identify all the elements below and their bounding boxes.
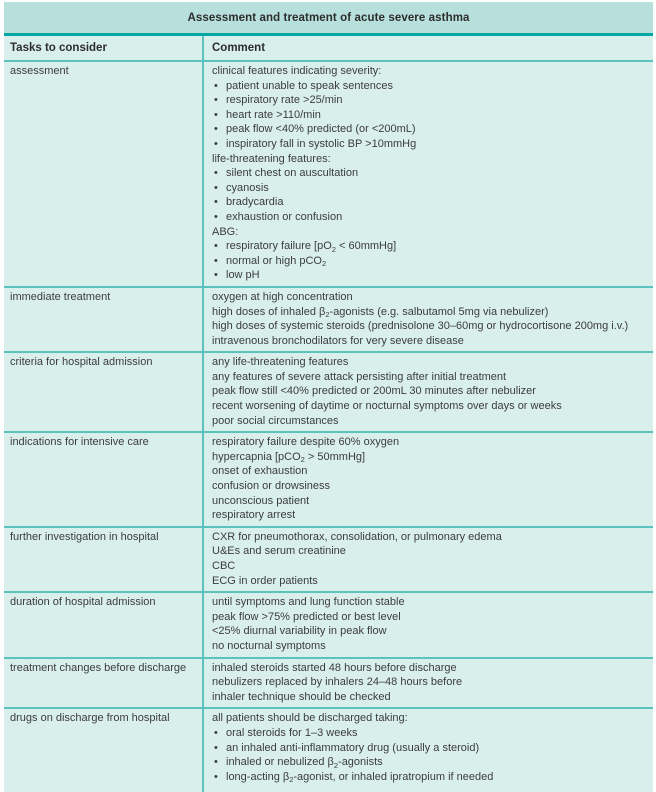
bullet-line bbox=[212, 166, 649, 181]
table-row bbox=[4, 431, 653, 526]
task-cell: treatment changes before discharge bbox=[4, 659, 204, 708]
bullet-text: cyanosis bbox=[226, 181, 269, 194]
bullet-text: patient unable to speak sentences bbox=[226, 79, 393, 92]
bullet-line bbox=[212, 195, 649, 210]
bullet-icon: • bbox=[214, 108, 218, 121]
table-title-bar bbox=[4, 2, 653, 33]
comment-line: CXR for pneumothorax, consolidation, or pulmonary edema bbox=[212, 530, 502, 543]
bullet-line bbox=[212, 726, 649, 741]
bullet-line bbox=[212, 254, 649, 269]
comment-line: inhaler technique should be checked bbox=[212, 690, 391, 703]
comment-line: ABG: bbox=[212, 225, 239, 238]
bullet-text: long-acting $\beta_2$-agonist, or inhaled ipratropium if needed bbox=[226, 770, 494, 785]
bullet-icon: • bbox=[214, 94, 218, 107]
table-row bbox=[4, 591, 653, 656]
bullet-text: oral steroids for 1–3 weeks bbox=[226, 726, 358, 739]
bullet-text: bradycardia bbox=[226, 196, 284, 209]
comment-line: any features of severe attack persisting after initial treatment bbox=[212, 370, 507, 383]
comment-cell bbox=[204, 709, 653, 792]
table-row bbox=[4, 526, 653, 591]
comment-cell bbox=[204, 659, 653, 708]
bullet-line bbox=[212, 181, 649, 196]
bullet-icon: • bbox=[214, 254, 218, 267]
asthma-table bbox=[4, 2, 653, 792]
bullet-icon: • bbox=[214, 741, 218, 754]
bullet-line bbox=[212, 741, 649, 756]
bullet-line bbox=[212, 268, 649, 283]
task-cell: drugs on discharge from hospital bbox=[4, 709, 204, 792]
bullet-icon: • bbox=[214, 726, 218, 739]
bullet-icon: • bbox=[214, 210, 218, 223]
bullet-line bbox=[212, 770, 649, 785]
comment-line: peak flow >75% predicted or best level bbox=[212, 610, 401, 623]
bullet-icon: • bbox=[214, 137, 218, 150]
bullet-line bbox=[212, 210, 649, 225]
bullet-icon: • bbox=[214, 756, 218, 769]
bullet-text: low pH bbox=[226, 269, 260, 282]
task-cell: immediate treatment bbox=[4, 288, 204, 351]
bullet-text: respiratory rate >25/min bbox=[226, 94, 343, 107]
comment-line: until symptoms and lung function stable bbox=[212, 596, 405, 609]
column-header-tasks: Tasks to consider bbox=[4, 36, 204, 60]
bullet-icon: • bbox=[214, 269, 218, 282]
comment-line: high doses of systemic steroids (prednisolone 30–60mg or hydrocortisone 200mg i.v.) bbox=[212, 320, 629, 333]
comment-line: ECG in order patients bbox=[212, 574, 318, 587]
comment-line: recent worsening of daytime or nocturnal symptoms over days or weeks bbox=[212, 400, 562, 413]
comment-cell bbox=[204, 528, 653, 591]
comment-line: unconscious patient bbox=[212, 494, 310, 507]
comment-line: confusion or drowsiness bbox=[212, 480, 331, 493]
bullet-text: heart rate >110/min bbox=[226, 108, 321, 121]
bullet-icon: • bbox=[214, 770, 218, 783]
task-cell: duration of hospital admission bbox=[4, 593, 204, 656]
comment-cell bbox=[204, 353, 653, 431]
task-cell: criteria for hospital admission bbox=[4, 353, 204, 431]
bullet-icon: • bbox=[214, 167, 218, 180]
bullet-line bbox=[212, 108, 649, 123]
table-title: Assessment and treatment of acute severe asthma bbox=[187, 11, 470, 24]
bullet-line bbox=[212, 239, 649, 254]
task-cell: assessment bbox=[4, 62, 204, 286]
bullet-line bbox=[212, 122, 649, 137]
comment-line: life-threatening features: bbox=[212, 152, 331, 165]
comment-line: hypercapnia [pCO$_2$ > 50mmHg] bbox=[212, 450, 366, 465]
comment-line: inhaled steroids started 48 hours before discharge bbox=[212, 661, 457, 674]
comment-line: <25% diurnal variability in peak flow bbox=[212, 625, 387, 638]
bullet-icon: • bbox=[214, 181, 218, 194]
bullet-text: inspiratory fall in systolic BP >10mmHg bbox=[226, 137, 417, 150]
table-body bbox=[4, 60, 653, 792]
comment-line: oxygen at high concentration bbox=[212, 290, 353, 303]
bullet-line bbox=[212, 93, 649, 108]
comment-line: high doses of inhaled $\beta_2$-agonists (e.g. salbutamol 5mg via nebulizer) bbox=[212, 305, 549, 319]
comment-cell bbox=[204, 288, 653, 351]
bullet-icon: • bbox=[214, 196, 218, 209]
comment-line: clinical features indicating severity: bbox=[212, 65, 382, 77]
bullet-text: normal or high pCO$_2$ bbox=[226, 254, 327, 269]
comment-line: nebulizers replaced by inhalers 24–48 hours before bbox=[212, 676, 463, 689]
bullet-line bbox=[212, 137, 649, 152]
table-row bbox=[4, 286, 653, 351]
comment-line: intravenous bronchodilators for very severe disease bbox=[212, 334, 464, 347]
comment-line: U&Es and serum creatinine bbox=[212, 545, 346, 558]
table-row bbox=[4, 707, 653, 792]
bullet-icon: • bbox=[214, 240, 218, 253]
comment-line: onset of exhaustion bbox=[212, 465, 308, 478]
table-row bbox=[4, 351, 653, 431]
comment-line: peak flow still <40% predicted or 200mL 30 minutes after nebulizer bbox=[212, 385, 536, 398]
bullet-text: an inhaled anti-inflammatory drug (usually a steroid) bbox=[226, 741, 480, 754]
column-header-comment: Comment bbox=[212, 42, 266, 54]
comment-cell bbox=[204, 433, 653, 526]
bullet-text: inhaled or nebulized $\beta_2$-agonists bbox=[226, 756, 383, 770]
comment-line: CBC bbox=[212, 560, 236, 572]
table-row bbox=[4, 60, 653, 286]
table-row bbox=[4, 657, 653, 708]
bullet-line bbox=[212, 755, 649, 770]
bullet-text: peak flow <40% predicted (or <200mL) bbox=[226, 123, 416, 136]
comment-line: any life-threatening features bbox=[212, 356, 349, 369]
comment-cell bbox=[204, 593, 653, 656]
bullet-line bbox=[212, 79, 649, 94]
comment-line: respiratory failure despite 60% oxygen bbox=[212, 436, 400, 449]
comment-line: respiratory arrest bbox=[212, 509, 296, 522]
comment-line: all patients should be discharged taking: bbox=[212, 712, 408, 725]
comment-line: no nocturnal symptoms bbox=[212, 639, 326, 652]
task-cell: further investigation in hospital bbox=[4, 528, 204, 591]
bullet-icon: • bbox=[214, 123, 218, 136]
bullet-icon: • bbox=[214, 79, 218, 92]
table-header-row bbox=[4, 36, 653, 60]
bullet-text: silent chest on auscultation bbox=[226, 167, 359, 180]
comment-cell bbox=[204, 62, 653, 286]
bullet-text: exhaustion or confusion bbox=[226, 210, 343, 223]
comment-line: poor social circumstances bbox=[212, 414, 339, 427]
bullet-text: respiratory failure [$pO_2$ < 60mmHg] bbox=[226, 240, 397, 254]
task-cell: indications for intensive care bbox=[4, 433, 204, 526]
